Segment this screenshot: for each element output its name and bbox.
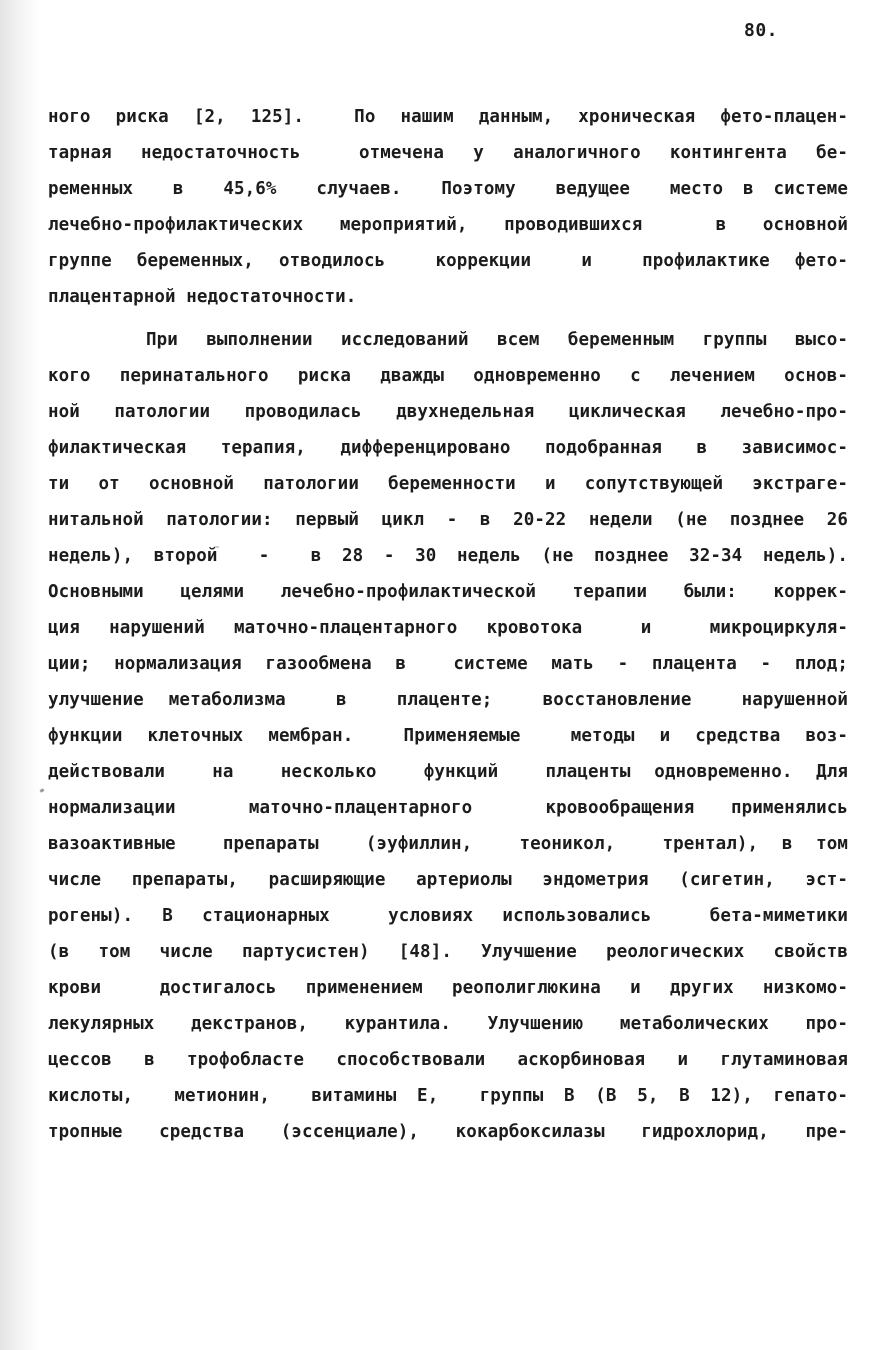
- text-line: улучшение метаболизма в плаценте; восстановление нарушенной: [48, 690, 848, 710]
- page-number: 80.: [744, 20, 779, 41]
- text-line: цессов в трофобласте способствовали аскорбиновая и глутаминовая: [48, 1050, 848, 1070]
- scan-speck: [40, 788, 45, 793]
- text-line: ция нарушений маточно-плацентарного кровотока и микроциркуля-: [48, 618, 848, 638]
- text-line: филактическая терапия, дифференцировано подобранная в зависимос-: [48, 438, 848, 458]
- text-line: плацентарной недостаточности.: [48, 287, 357, 307]
- document-body: [48, 99, 848, 1150]
- paragraph: [48, 322, 848, 1150]
- text-line: При выполнении исследований всем беременным группы высо-: [146, 330, 848, 350]
- paragraph: [48, 99, 848, 315]
- text-line: ременных в 45,6% случаев. Поэтому ведущее место в системе: [48, 179, 848, 199]
- text-line: Основными целями лечебно-профилактической терапии были: коррек-: [48, 582, 848, 602]
- text-line: ной патологии проводилась двухнедельная циклическая лечебно-про-: [48, 402, 848, 422]
- text-line: лекулярных декстранов, курантила. Улучшению метаболических про-: [48, 1014, 848, 1034]
- text-line: числе препараты, расширяющие артериолы эндометрия (сигетин, эст-: [48, 870, 848, 890]
- text-line: (в том числе партусистен) [48]. Улучшение реологических свойств: [48, 942, 848, 962]
- text-line: ции; нормализация газообмена в системе мать - плацента - плод;: [48, 654, 848, 674]
- text-line: кислоты, метионин, витамины Е, группы В (В 5, В 12), гепато-: [48, 1086, 848, 1106]
- text-line: ти от основной патологии беременности и сопутствующей экстраге-: [48, 474, 848, 494]
- scan-binding-shadow: [0, 0, 42, 1350]
- text-line: кого перинатального риска дважды одновременно с лечением основ-: [48, 366, 848, 386]
- text-line: недель), второй - в 28 - 30 недель (не позднее 32-34 недель).: [48, 546, 848, 566]
- text-line: вазоактивные препараты (эуфиллин, теоникол, трентал), в том: [48, 834, 848, 854]
- text-line: рогены). В стационарных условиях использовались бета-миметики: [48, 906, 848, 926]
- text-line: ного риска [2, 125]. По нашим данным, хроническая фето-плацен-: [48, 107, 848, 127]
- text-line: группе беременных, отводилось коррекции и профилактике фето-: [48, 251, 848, 271]
- text-line: функции клеточных мембран. Применяемые методы и средства воз-: [48, 726, 848, 746]
- text-line: крови достигалось применением реополиглюкина и других низкомо-: [48, 978, 848, 998]
- paragraph-gap: [48, 315, 848, 322]
- text-line: действовали на несколько функций плаценты одновременно. Для: [48, 762, 848, 782]
- text-line: тарная недостаточность отмечена у аналогичного контингента бе-: [48, 143, 848, 163]
- text-line: нормализации маточно-плацентарного кровообращения применялись: [48, 798, 848, 818]
- text-line: нитальной патологии: первый цикл - в 20-22 недели (не позднее 26: [48, 510, 848, 530]
- text-line: тропные средства (эссенциале), кокарбоксилазы гидрохлорид, пре-: [48, 1122, 848, 1142]
- text-line: лечебно-профилактических мероприятий, проводившихся в основной: [48, 215, 848, 235]
